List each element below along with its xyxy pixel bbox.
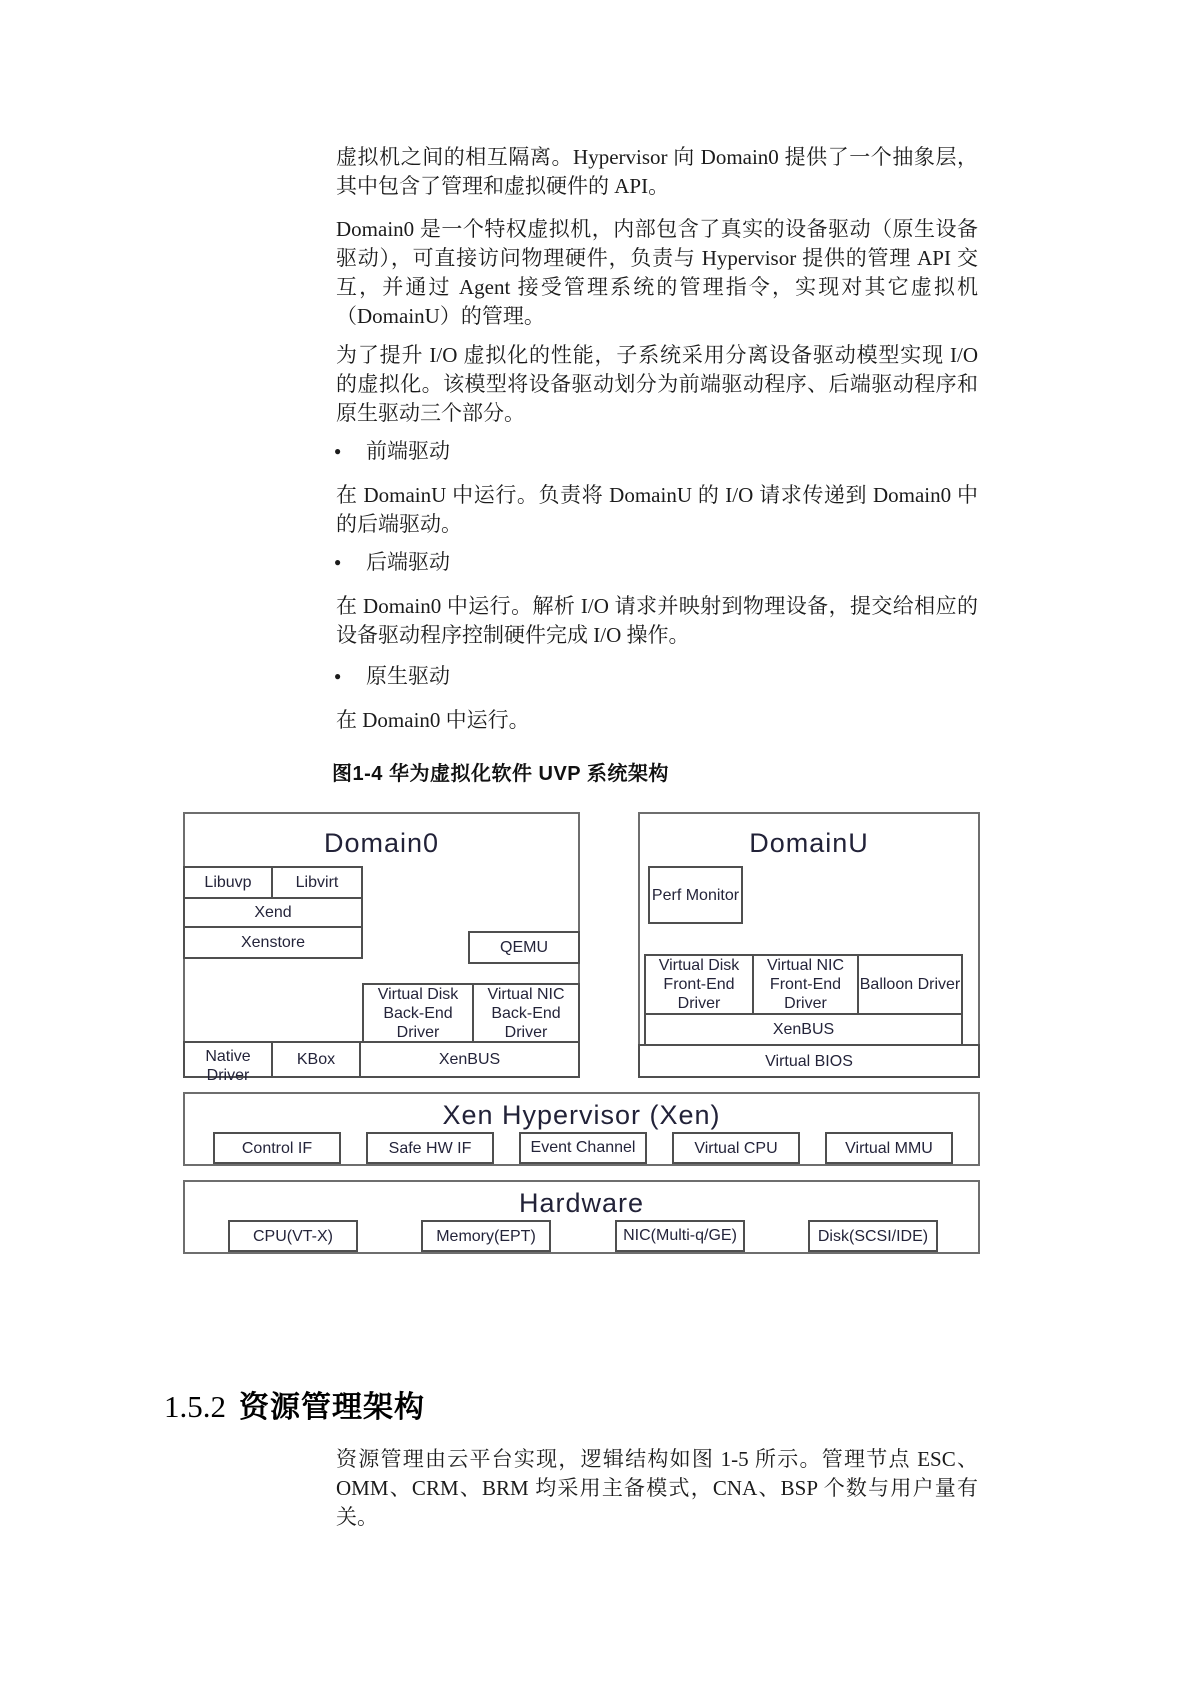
safe-hw-if-box: Safe HW IF xyxy=(366,1132,494,1164)
domain0-xenbus-box: XenBUS xyxy=(359,1041,580,1078)
kbox-box: KBox xyxy=(271,1041,361,1078)
perf-monitor-box: Perf Monitor xyxy=(648,866,743,924)
bullet-back-end-driver xyxy=(332,549,978,575)
native-driver-box: Native Driver xyxy=(183,1041,273,1078)
virtual-disk-frontend-box: Virtual Disk Front-End Driver xyxy=(644,954,754,1015)
xen-hypervisor-title: Xen Hypervisor (Xen) xyxy=(442,1100,721,1130)
virtual-disk-backend-box: Virtual Disk Back-End Driver xyxy=(362,983,474,1043)
bullet-label: 原生驱动 xyxy=(366,664,450,688)
virtual-bios-box: Virtual BIOS xyxy=(638,1044,980,1078)
disk-scsi-ide-box: Disk(SCSI/IDE) xyxy=(808,1220,938,1252)
paragraph-native: 在 Domain0 中运行。 xyxy=(336,708,530,732)
virtual-nic-backend-box: Virtual NIC Back-End Driver xyxy=(472,983,580,1043)
paragraph-isolation: 虚拟机之间的相互隔离。Hypervisor 向 Domain0 提供了一个抽象层，其中包含了管理和虚拟硬件的 API。 xyxy=(336,145,978,198)
nic-multiq-box: NIC(Multi-q/GE) xyxy=(615,1220,745,1252)
hardware-title: Hardware xyxy=(518,1188,645,1218)
uvp-architecture-diagram xyxy=(183,812,980,1287)
virtual-nic-frontend-box: Virtual NIC Front-End Driver xyxy=(752,954,859,1015)
virtual-cpu-box: Virtual CPU xyxy=(672,1132,800,1164)
bullet-native-driver xyxy=(332,663,978,689)
section-number: 1.5.2 xyxy=(164,1389,226,1424)
paragraph-io-virtualization: 为了提升 I/O 虚拟化的性能，子系统采用分离设备驱动模型实现 I/O 的虚拟化。该模型将设备驱动划分为前端驱动程序、后端驱动程序和原生驱动三个部分。 xyxy=(336,343,978,425)
domainu-title: DomainU xyxy=(749,828,869,858)
balloon-driver-box: Balloon Driver xyxy=(857,954,963,1015)
cpu-vtx-box: CPU(VT-X) xyxy=(228,1220,358,1252)
event-channel-box: Event Channel xyxy=(519,1132,647,1164)
xenstore-box: Xenstore xyxy=(183,926,363,959)
memory-ept-box: Memory(EPT) xyxy=(421,1220,551,1252)
bullet-icon: ● xyxy=(334,555,342,569)
libvirt-box: Libvirt xyxy=(271,866,363,899)
paragraph-front-end: 在 DomainU 中运行。负责将 DomainU 的 I/O 请求传递到 Domain0 中的后端驱动。 xyxy=(336,483,978,536)
control-if-box: Control IF xyxy=(213,1132,341,1164)
domain0-title: Domain0 xyxy=(323,828,440,858)
virtual-mmu-box: Virtual MMU xyxy=(825,1132,953,1164)
libuvp-box: Libuvp xyxy=(183,866,273,899)
bullet-label: 后端驱动 xyxy=(366,550,450,574)
section-heading-1-5-2 xyxy=(164,1382,425,1426)
paragraph-domain0: Domain0 是一个特权虚拟机，内部包含了真实的设备驱动（原生设备驱动），可直接访问物理硬件，负责与 Hypervisor 提供的管理 API 交互，并通过 Agent 接受管理系统的管理指令，实现对其它虚拟机（DomainU）的管理。 xyxy=(336,217,978,328)
bullet-label: 前端驱动 xyxy=(366,439,450,463)
bullet-icon: ● xyxy=(334,669,342,683)
paragraph-resource-management: 资源管理由云平台实现，逻辑结构如图 1-5 所示。管理节点 ESC、OMM、CRM、BRM 均采用主备模式，CNA、BSP 个数与用户量有关。 xyxy=(336,1447,978,1529)
qemu-box: QEMU xyxy=(468,931,580,964)
figure-caption: 图1-4 华为虚拟化软件 UVP 系统架构 xyxy=(332,763,669,785)
bullet-icon: ● xyxy=(334,444,342,458)
paragraph-back-end: 在 Domain0 中运行。解析 I/O 请求并映射到物理设备，提交给相应的设备驱动程序控制硬件完成 I/O 操作。 xyxy=(336,594,978,647)
domainu-xenbus-box: XenBUS xyxy=(644,1013,963,1046)
bullet-front-end-driver xyxy=(332,438,978,464)
xend-box: Xend xyxy=(183,897,363,928)
section-title: 资源管理架构 xyxy=(239,1391,425,1424)
